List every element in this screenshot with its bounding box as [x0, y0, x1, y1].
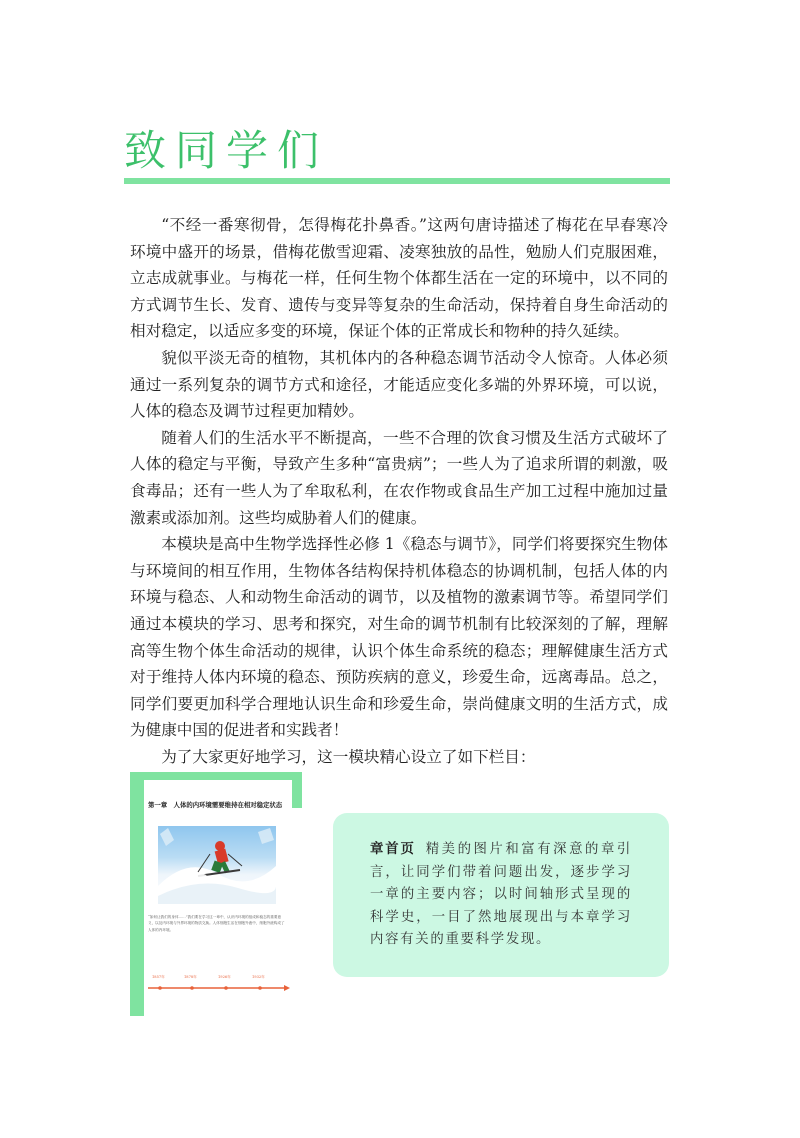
feature-description-text	[370, 838, 632, 952]
paragraph-5: 为了大家更好地学习，这一模块精心设立了如下栏目：	[161, 747, 536, 766]
page-title: 致同学们	[124, 126, 329, 175]
chapter-page-thumbnail	[130, 772, 302, 1016]
thumbnail-right-bar	[292, 772, 302, 808]
thumbnail-page	[144, 780, 292, 1016]
timeline-label-3: 1926年	[218, 975, 231, 979]
timeline-label-2: 1878年	[184, 975, 197, 979]
timeline-label-4: 1932年	[252, 975, 265, 979]
feature-label: 章首页	[370, 841, 416, 857]
timeline-point-3	[224, 986, 228, 990]
paragraph-1: “不经一番寒彻骨，怎得梅花扑鼻香。”这两句唐诗描述了梅花在早春寒冷环境中盛开的场景，借梅花傲雪迎霜、凌寒独放的品性，勉励人们克服困难，立志成就事业。与梅花一样，任何生物个体都生活在一定的环境中，以不同的方式调节生长、发育、遗传与变异等复杂的生命活动，保持着自身生命活动的相对稳定，以适应多变的环境，保证个体的正常成长和物种的持久延续。	[130, 216, 668, 341]
thumbnail-top-bar	[130, 772, 302, 780]
body-text	[130, 212, 668, 770]
paragraph-3: 随着人们的生活水平不断提高，一些不合理的饮食习惯及生活方式破坏了人体的稳定与平衡，导致产生多种“富贵病”；一些人为了追求所谓的刺激，吸食毒品；还有一些人为了牟取私利，在农作物或食品生产加工过程中施加过量激素或添加剂。这些均威胁着人们的健康。	[130, 428, 668, 527]
feature-description: 精美的图片和富有深意的章引言，让同学们带着问题出发，逐步学习一章的主要内容；以时间轴形式呈现的科学史，一目了然地展现出与本章学习内容有关的重要科学发现。	[370, 842, 632, 948]
timeline-arrow	[284, 985, 290, 991]
thumbnail-left-bar	[130, 772, 144, 1016]
thumbnail-chapter-heading: 第一章 人体的内环境需要维持在相对稳定状态	[148, 801, 283, 809]
paragraph-4: 本模块是高中生物学选择性必修 1《稳态与调节》，同学们将要探究生物体与环境间的相互作用，生物体各结构保持机体稳态的协调机制，包括人体的内环境与稳态、人和动物生命活动的调节，以及植物的激素调节等。希望同学们通过本模块的学习、思考和探究，对生命的调节机制有比较深刻的了解，理解高等生物个体生命活动的规律，认识个体生命系统的稳态；理解健康生活方式对于维持人体内环境的稳态、预防疾病的意义，珍爱生命，远离毒品。总之，同学们要更加科学合理地认识生命和珍爱生命，崇尚健康文明的生活方式，成为健康中国的促进者和实践者！	[130, 535, 668, 740]
timeline-point-1	[158, 986, 162, 990]
thumbnail-body-snippet: “如何让我们的身体……”我们要在学习这一章中，认识内环境的组成和稳态的重要意义，以及内环境与外界环境的物质交换。人体细胞生活在细胞外液中，细胞外液构成了人体的内环境。	[148, 915, 285, 932]
timeline-point-4	[258, 986, 262, 990]
paragraph-2: 貌似平淡无奇的植物，其机体内的各种稳态调节活动令人惊奇。人体必须通过一系列复杂的调节方式和途径，才能适应变化多端的外界环境，可以说，人体的稳态及调节过程更加精妙。	[130, 348, 668, 421]
skier-photo	[158, 826, 276, 904]
feature-description-box	[333, 813, 669, 977]
timeline-point-2	[190, 986, 194, 990]
timeline-label-1: 1857年	[152, 975, 165, 979]
thumbnail-timeline	[148, 964, 290, 1004]
title-underline	[124, 178, 670, 184]
skier-illustration	[158, 826, 276, 904]
